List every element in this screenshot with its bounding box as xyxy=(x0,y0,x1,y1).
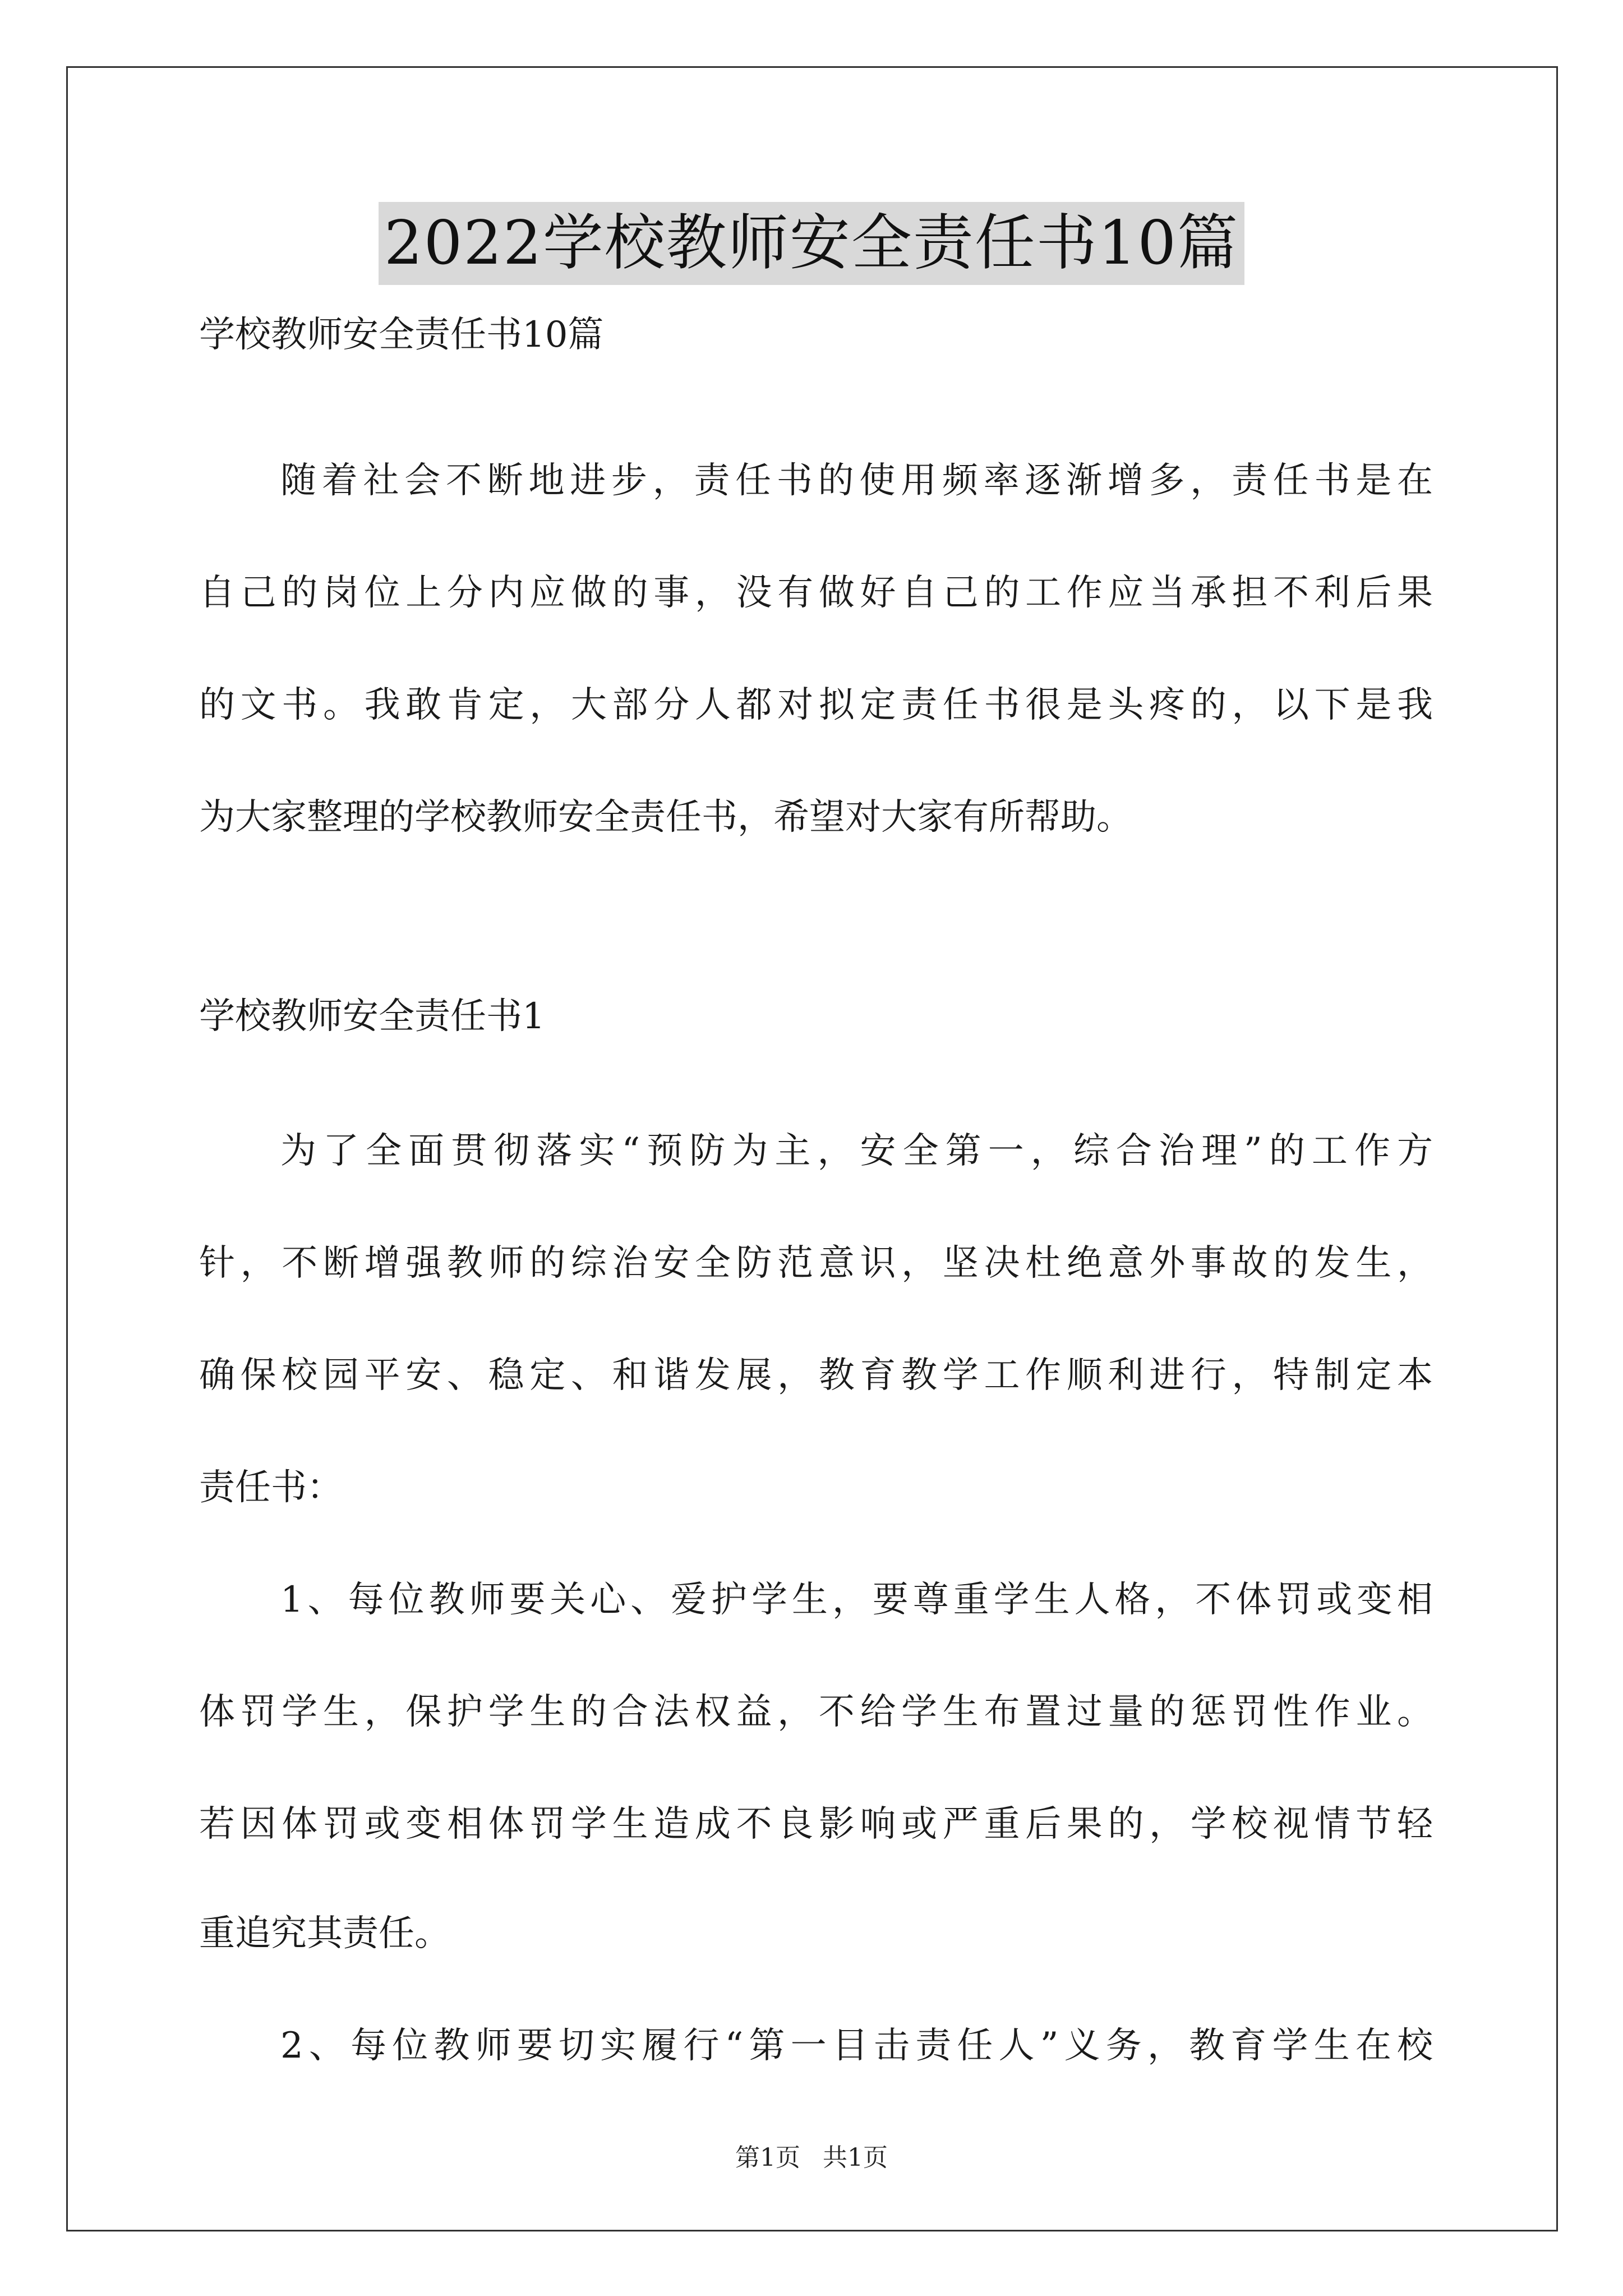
item2-line-1: 2、每位教师要切实履行“第一目击责任人”义务，教育学生在校 xyxy=(280,2025,1433,2067)
section-heading: 学校教师安全责任书1 xyxy=(199,996,545,1037)
section-para1-line-3: 确保校园平安、稳定、和谐发展，教育教学工作顺利进行，特制定本 xyxy=(199,1355,1433,1396)
section-para1-line-4: 责任书： xyxy=(199,1467,343,1508)
page-footer xyxy=(0,2137,1623,2173)
item1-line-3: 若因体罚或变相体罚学生造成不良影响或严重后果的，学校视情节轻 xyxy=(199,1803,1433,1845)
intro-line-2: 自己的岗位上分内应做的事，没有做好自己的工作应当承担不利后果 xyxy=(199,572,1433,614)
title-container xyxy=(0,202,1623,285)
intro-line-1: 随着社会不断地进步，责任书的使用频率逐渐增多，责任书是在 xyxy=(280,460,1433,501)
intro-line-3: 的文书。我敢肯定，大部分人都对拟定责任书很是头疼的，以下是我 xyxy=(199,684,1433,726)
item1-line-1: 1、每位教师要关心、爱护学生，要尊重学生人格，不体罚或变相 xyxy=(280,1579,1433,1621)
section-para1-line-2: 针，不断增强教师的综治安全防范意识，坚决杜绝意外事故的发生， xyxy=(199,1243,1433,1284)
item1-line-4: 重追究其责任。 xyxy=(199,1913,450,1954)
page-total: 共1页 xyxy=(823,2143,888,2172)
document-subtitle: 学校教师安全责任书10篇 xyxy=(199,314,604,356)
intro-line-4: 为大家整理的学校教师安全责任书，希望对大家有所帮助。 xyxy=(199,797,1132,838)
page-number: 第1页 xyxy=(735,2143,800,2172)
document-title: 2022学校教师安全责任书10篇 xyxy=(379,202,1244,285)
item1-line-2: 体罚学生，保护学生的合法权益，不给学生布置过量的惩罚性作业。 xyxy=(199,1691,1433,1733)
section-para1-line-1: 为了全面贯彻落实“预防为主，安全第一，综合治理”的工作方 xyxy=(280,1130,1433,1172)
